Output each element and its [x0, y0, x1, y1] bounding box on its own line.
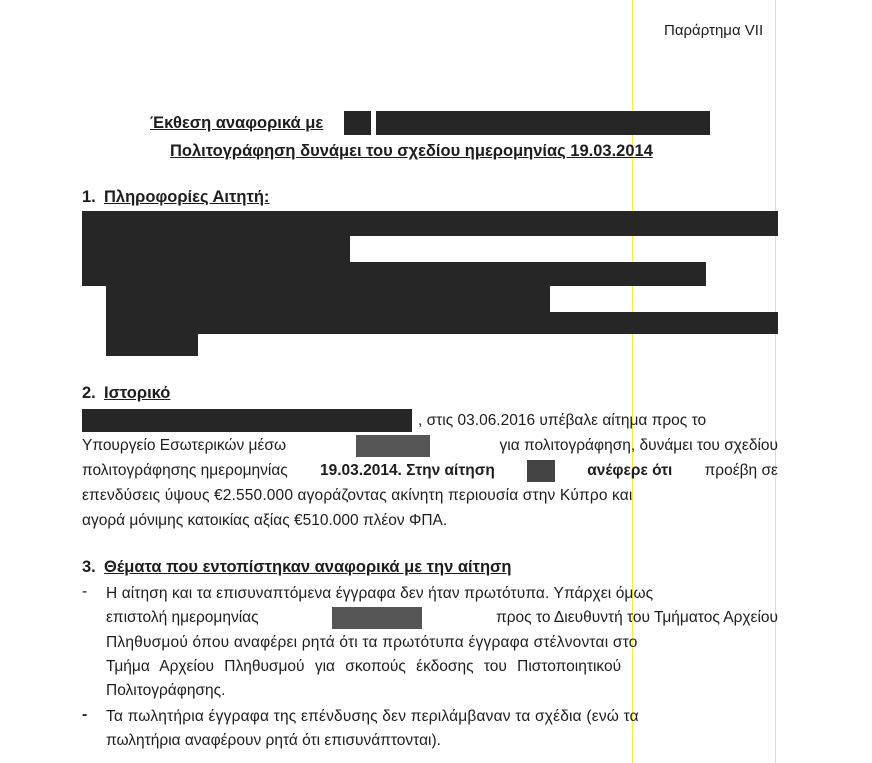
section-2-heading — [82, 384, 170, 403]
section-number: 2. — [82, 384, 96, 402]
paragraph-line: , στις 03.06.2016 υπέβαλε αίτημα προς το — [418, 412, 707, 429]
paragraph-line: πολιτογράφησης ημερομηνίας 19.03.2014. Στην αίτηση ανέφερε ότι προέβη σε — [82, 460, 778, 482]
section-title: Θέματα που εντοπίστηκαν αναφορικά με την αίτηση — [104, 558, 512, 576]
redaction-block — [106, 334, 198, 356]
redaction-box — [82, 409, 412, 432]
report-title-line2: Πολιτογράφηση δυνάμει του σχεδίου ημερομηνίας 19.03.2014 — [170, 142, 653, 160]
redaction-block — [106, 312, 778, 334]
bullet-line: επιστολή ημερομηνίας προς το Διευθυντή του Τμήματος Αρχείου — [106, 607, 778, 629]
bullet-line: Τμήμα Αρχείου Πληθυσμού για σκοπούς έκδοσης του Πιστοποιητικού — [106, 658, 622, 675]
redaction-box — [344, 111, 371, 135]
section-number: 1. — [82, 188, 96, 206]
redaction-block — [106, 286, 550, 312]
redaction-box — [332, 607, 422, 629]
annex-label: Παράρτημα VII — [664, 22, 764, 39]
redaction-box — [376, 111, 710, 135]
bullet-line: Τα πωλητήρια έγγραφα της επένδυσης δεν περιλάμβαναν τα σχέδια (ενώ τα — [106, 708, 639, 725]
section-title: Ιστορικό — [104, 384, 171, 402]
paragraph-line: επενδύσεις ύψους €2.550.000 αγοράζοντας ακίνητη περιουσία στην Κύπρο και — [82, 487, 633, 504]
redaction-box — [527, 460, 555, 482]
section-title: Πληροφορίες Αιτητή: — [104, 188, 270, 206]
bullet-line: Πολιτογράφησης. — [106, 682, 226, 699]
redaction-block — [82, 262, 706, 286]
section-number: 3. — [82, 558, 96, 576]
redaction-block — [82, 236, 350, 262]
bullet-line: Η αίτηση και τα επισυναπτόμενα έγγραφα δεν ήταν πρωτότυπα. Υπάρχει όμως — [106, 585, 654, 602]
redaction-block — [82, 211, 778, 236]
report-title-line1: Έκθεση αναφορικά με — [150, 114, 324, 132]
paragraph-line: αγορά μόνιμης κατοικίας αξίας €510.000 πλέον ΦΠΑ. — [82, 512, 448, 529]
paragraph-line: Υπουργείο Εσωτερικών μέσω για πολιτογράφηση, δυνάμει του σχεδίου — [82, 435, 778, 457]
bullet-marker: - — [82, 583, 88, 600]
section-3-heading — [82, 558, 511, 577]
bullet-marker: - — [82, 706, 88, 723]
section-1-heading — [82, 188, 269, 207]
bullet-line: πωλητήρια αναφέρουν ρητά ότι επισυνάπτονται). — [106, 732, 441, 749]
redaction-box — [356, 435, 430, 457]
bullet-line: Πληθυσμού όπου αναφέρει ρητά ότι τα πρωτότυπα έγγραφα στέλνονται στο — [106, 634, 638, 651]
